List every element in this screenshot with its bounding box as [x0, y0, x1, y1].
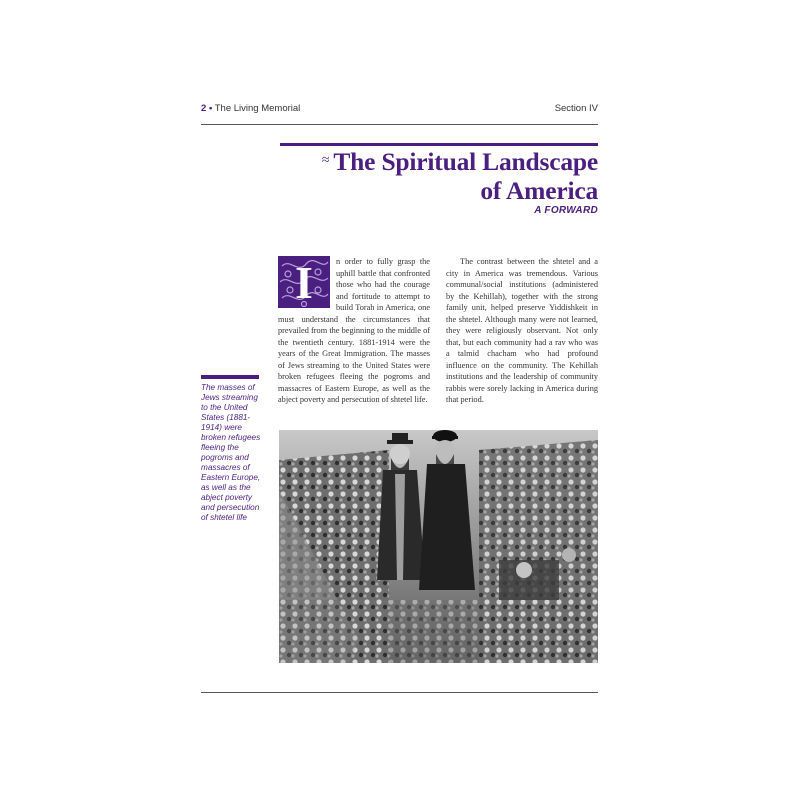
title-line-1	[280, 146, 598, 176]
sidebar-bar	[201, 375, 259, 379]
page-number: 2	[201, 103, 207, 114]
header-rule	[201, 124, 598, 125]
footer-rule	[201, 692, 598, 693]
book-title: The Living Memorial	[214, 103, 301, 114]
header-bullet: •	[208, 103, 213, 114]
title-text-1: The Spiritual Landscape	[333, 147, 598, 176]
body-column-left	[278, 256, 430, 406]
running-header	[201, 100, 598, 120]
page-subtitle: A FORWARD	[534, 205, 598, 216]
body-text-left: n order to fully grasp the uphill battle that confronted those who had the courage and fortitude to attempt to build Torah in America, one must understand the circumstances that prevailed from the beginning to the middle of the twentieth century. 1881-1914 were the years of the Great Immigration. The masses of Jews streaming to the United States were broken refugees fleeing the pogroms and massacres of Eastern Europe, as well as the abject poverty and persecution of shtetel life.	[278, 257, 430, 404]
title-line-2: of America	[480, 176, 598, 205]
section-label: Section IV	[554, 103, 598, 114]
sidebar-pullquote: The masses of Jews streaming to the United States (1881-1914) were broken refugees fleeing the pogroms and massacres of Eastern Europe, as well as the abject poverty and persecution of shtetel life	[201, 383, 261, 522]
body-text-right: The contrast between the shtetel and a city in America was tremendous. Various communal/social institutions (administered by the Kehillah), together with the strong family unit, helped preserve Yiddishkeit in the shtetel. Although many were not learned, they were religiously observant. Not only that, but each community had a rav who was a talmid chacham who had profound influence on the community. The Kehillah institutions and the leadership of community rabbis were sorely lacking in America during that period.	[446, 257, 598, 404]
dropcap-letter: I	[295, 257, 313, 308]
page-title	[280, 146, 598, 205]
dropcap	[278, 256, 330, 308]
immigration-photo-collage	[279, 430, 598, 663]
body-column-right	[446, 256, 598, 406]
swirl-ornament-icon: ≈	[321, 153, 330, 168]
header-left	[201, 103, 300, 114]
